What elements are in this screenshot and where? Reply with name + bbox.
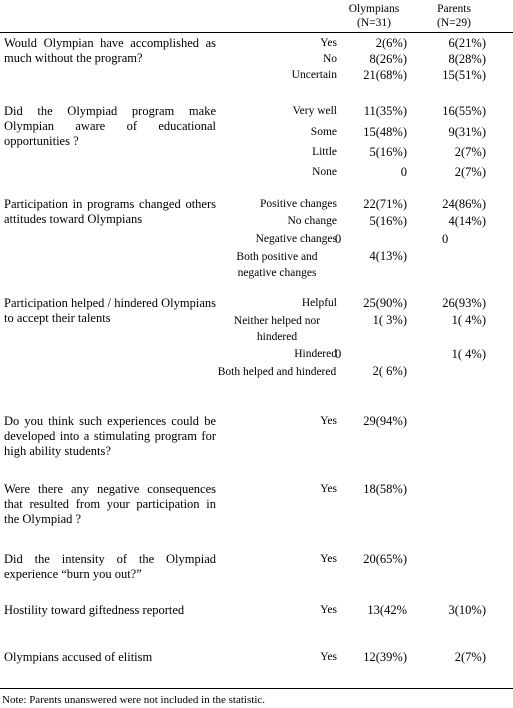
option-label: Yes: [320, 483, 337, 495]
parents-value: 6(21%): [448, 36, 486, 50]
parents-value: 9(31%): [448, 125, 486, 139]
question-hostility: Hostility toward giftedness reported: [4, 603, 185, 617]
question-stimulating: Do you think such experiences could be developed into a stimulating program for high ability students?: [4, 414, 216, 458]
olympians-value: 0: [335, 232, 342, 246]
option-label: Very well: [292, 105, 337, 117]
olympians-value: 15(48%): [363, 125, 407, 139]
option-label: Both positive and negative changes: [236, 251, 318, 279]
olympians-value: 2( 6%): [372, 364, 407, 378]
parents-value: 1( 4%): [451, 347, 486, 361]
parents-value: 1( 4%): [451, 313, 486, 327]
option-label: No: [322, 53, 337, 65]
question-elitism: Olympians accused of elitism: [4, 650, 153, 664]
parents-value: 3(10%): [448, 603, 486, 617]
olympians-value: 5(16%): [369, 145, 407, 159]
option-label: Helpful: [301, 297, 337, 309]
option-label: Positive changes: [260, 198, 337, 210]
parents-value: 2(7%): [454, 165, 486, 179]
olympians-value: 5(16%): [369, 214, 407, 228]
option-label: Some: [310, 126, 337, 138]
olympians-value: 0: [335, 347, 342, 361]
option-label: Uncertain: [291, 69, 337, 81]
option-label: None: [312, 166, 337, 178]
olympians-value: 22(71%): [363, 197, 407, 211]
question-aware: Did the Olympiad program make Olympian aware of educational opportunities ?: [4, 104, 216, 148]
olympians-value: 8(26%): [369, 52, 407, 66]
parents-value: 2(7%): [454, 650, 486, 664]
parents-value: 0: [442, 232, 449, 246]
option-label: Yes: [320, 604, 337, 616]
header-parents-label: Parents: [437, 3, 471, 15]
question-accomplished: Would Olympian have accomplished as much without the program?: [4, 36, 216, 65]
option-label: Neither helped nor hindered: [233, 315, 321, 343]
olympians-value: 13(42%: [367, 603, 407, 617]
header-olympians-n: (N=31): [357, 17, 391, 29]
parents-value: 2(7%): [454, 145, 486, 159]
option-label: Yes: [320, 651, 337, 663]
olympians-value: 20(65%): [363, 552, 407, 566]
option-label: Yes: [320, 37, 337, 49]
header-rule: [0, 32, 513, 33]
olympians-value: 2(6%): [375, 36, 407, 50]
option-label: Yes: [320, 415, 337, 427]
olympians-value: 21(68%): [363, 68, 407, 82]
olympians-value: 0: [400, 165, 407, 179]
header-parents-n: (N=29): [437, 17, 471, 29]
olympians-value: 25(90%): [363, 296, 407, 310]
olympians-value: 4(13%): [369, 249, 407, 263]
olympians-value: 11(35%): [363, 104, 407, 118]
olympians-value: 12(39%): [363, 650, 407, 664]
option-label: Little: [312, 146, 337, 158]
header-olympians-label: Olympians: [348, 3, 400, 15]
olympians-value: 29(94%): [363, 414, 407, 428]
parents-value: 26(93%): [442, 296, 486, 310]
option-label: No change: [287, 215, 337, 227]
parents-value: 8(28%): [448, 52, 486, 66]
footer-rule: [0, 688, 513, 689]
parents-value: 24(86%): [442, 197, 486, 211]
option-label: Negative changes: [255, 233, 337, 245]
question-attitudes: Participation in programs changed others attitudes toward Olympians: [4, 197, 216, 226]
option-label: Both helped and hindered: [217, 366, 337, 378]
option-label: Hindered: [294, 348, 337, 360]
option-label: Yes: [320, 553, 337, 565]
question-burn-out: Did the intensity of the Olympiad experience “burn you out?”: [4, 552, 216, 581]
parents-value: 16(55%): [442, 104, 486, 118]
olympians-value: 18(58%): [363, 482, 407, 496]
parents-value: 15(51%): [442, 68, 486, 82]
table-note: Note: Parents unanswered were not included in the statistic.: [2, 694, 266, 706]
olympians-value: 1( 3%): [372, 313, 407, 327]
parents-value: 4(14%): [448, 214, 486, 228]
question-talents: Participation helped / hindered Olympians to accept their talents: [4, 296, 216, 325]
question-negative-consequences: Were there any negative consequences that resulted from your participation in the Olympiad ?: [4, 482, 216, 526]
